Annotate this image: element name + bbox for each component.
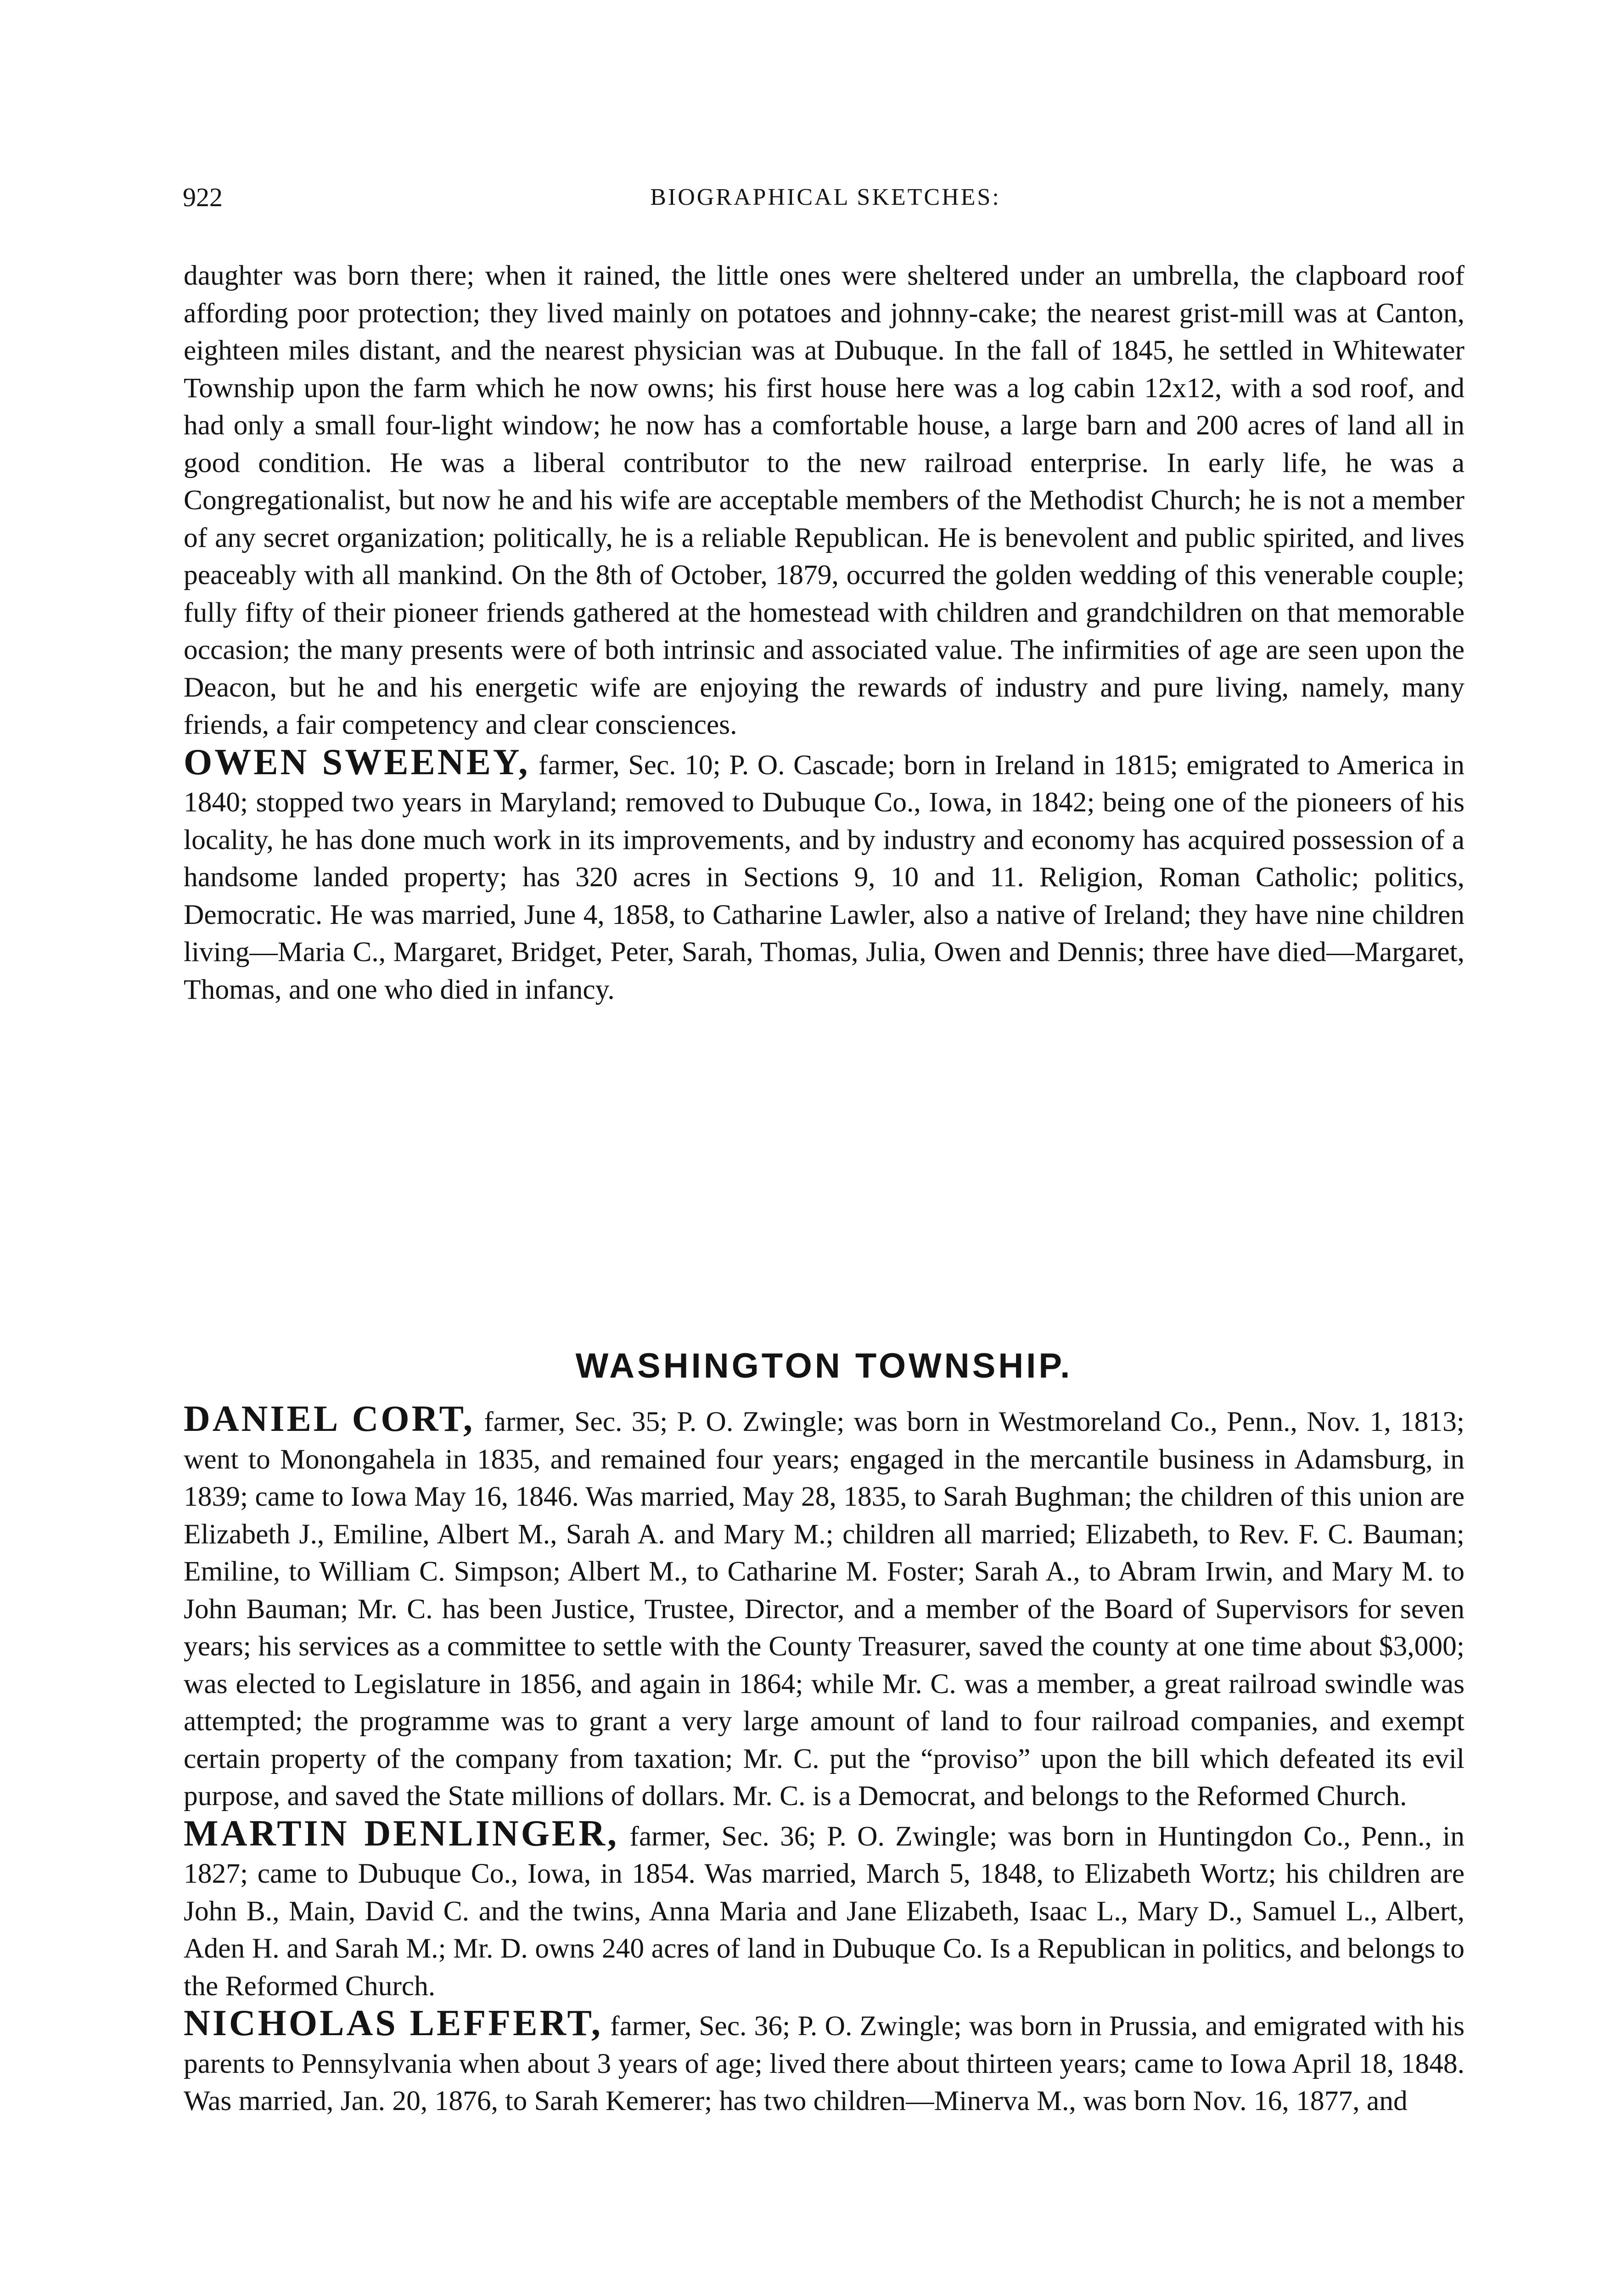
biography-entry xyxy=(184,2005,1464,2120)
section-heading: WASHINGTON TOWNSHIP. xyxy=(575,1346,1073,1385)
page-header xyxy=(183,179,1468,216)
running-title: BIOGRAPHICAL SKETCHES: xyxy=(650,184,1001,210)
entry-text: farmer, Sec. 36; P. O. Zwingle; was born in Prussia, and emigrated with his parents to Pennsylvania when about 3 years of age; lived there about thirteen years; came to Iowa April 18, 1848. Was married, Jan. 20, 1876, to Sarah Kemerer; has two children—Minerva M., was born Nov. 16, 1877, and xyxy=(184,2010,1465,2116)
entry-text: farmer, Sec. 35; P. O. Zwingle; was born in Westmoreland Co., Penn., Nov. 1, 1813; went to Monongahela in 1835, and remained four years; engaged in the mercantile business in Adamsburg, in 1839; came to Iowa May 16, 1846. Was married, May 28, 1835, to Sarah Bughman; the children of this union are Elizabeth J., Emiline, Albert M., Sarah A. and Mary M.; children all married; Elizabeth, to Rev. F. C. Bauman; Emiline, to William C. Simpson; Albert M., to Catharine M. Foster; Sarah A., to Abram Irwin, and Mary M. to John Bauman; Mr. C. has been Justice, Trustee, Director, and a member of the Board of Supervisors for seven years; his services as a committee to settle with the County Treasurer, saved the county at one time about $3,000; was elected to Legislature in 1856, and again in 1864; while Mr. C. was a member, a great railroad swindle was attempted; the programme was to grant a very large amount of land to four railroad companies, and exempt certain property of the company from taxation; Mr. C. put the “proviso” upon the bill which defeated its evil purpose, and saved the State millions of dollars. Mr. C. is a Democrat, and belongs to the Reformed Church. xyxy=(184,1406,1465,1812)
biography-entry xyxy=(184,1815,1464,2005)
entry-name: NICHOLAS LEFFERT, xyxy=(184,2003,603,2043)
entry-name: MARTIN DENLINGER, xyxy=(184,1813,619,1854)
entry-text: farmer, Sec. 10; P. O. Cascade; born in Ireland in 1815; emigrated to America in 1840; stopped two years in Maryland; removed to Dubuque Co., Iowa, in 1842; being one of the pioneers of his locality, he has done much work in its improvements, and by industry and economy has acquired possession of a handsome landed property; has 320 acres in Sections 9, 10 and 11. Religion, Roman Catholic; politics, Democratic. He was married, June 4, 1858, to Catharine Lawler, also a native of Ireland; they have nine children living—Maria C., Margaret, Bridget, Peter, Sarah, Thomas, Julia, Owen and Dennis; three have died—Margaret, Thomas, and one who died in infancy. xyxy=(184,749,1464,1005)
top-column xyxy=(184,257,1464,1008)
bottom-column xyxy=(184,1401,1464,2120)
entry-name: DANIEL CORT, xyxy=(184,1399,475,1439)
biography-entry xyxy=(184,744,1464,1009)
entry-name: OWEN SWEENEY, xyxy=(184,742,530,782)
biography-entry xyxy=(184,1401,1464,1815)
entry-text: farmer, Sec. 36; P. O. Zwingle; was born in Huntingdon Co., Penn., in 1827; came to Dubuque Co., Iowa, in 1854. Was married, March 5, 1848, to Elizabeth Wortz; his children are John B., Main, David C. and the twins, Anna Maria and Jane Elizabeth, Isaac L., Mary D., Samuel L., Albert, Aden H. and Sarah M.; Mr. D. owns 240 acres of land in Dubuque Co. Is a Republican in politics, and belongs to the Reformed Church. xyxy=(184,1820,1464,2002)
page-number: 922 xyxy=(183,182,223,212)
continuation-paragraph: daughter was born there; when it rained, the little ones were sheltered under an umbrella, the clapboard roof affording poor protection; they lived mainly on potatoes and johnny-cake; the nearest grist-mill was at Canton, eighteen miles distant, and the nearest physician was at Dubuque. In the fall of 1845, he settled in Whitewater Township upon the farm which he now owns; his first house here was a log cabin 12x12, with a sod roof, and had only a small four-light window; he now has a comfortable house, a large barn and 200 acres of land all in good condition. He was a liberal contributor to the new railroad enterprise. In early life, he was a Congregationalist, but now he and his wife are acceptable members of the Methodist Church; he is not a member of any secret organization; politically, he is a reliable Republican. He is benevolent and public spirited, and lives peaceably with all mankind. On the 8th of October, 1879, occurred the golden wedding of this venerable couple; fully fifty of their pioneer friends gathered at the homestead with children and grandchildren on that memorable occasion; the many presents were of both intrinsic and associated value. The infirmities of age are seen upon the Deacon, but he and his energetic wife are enjoying the rewards of industry and pure living, namely, many friends, a fair competency and clear consciences. xyxy=(184,260,1464,740)
